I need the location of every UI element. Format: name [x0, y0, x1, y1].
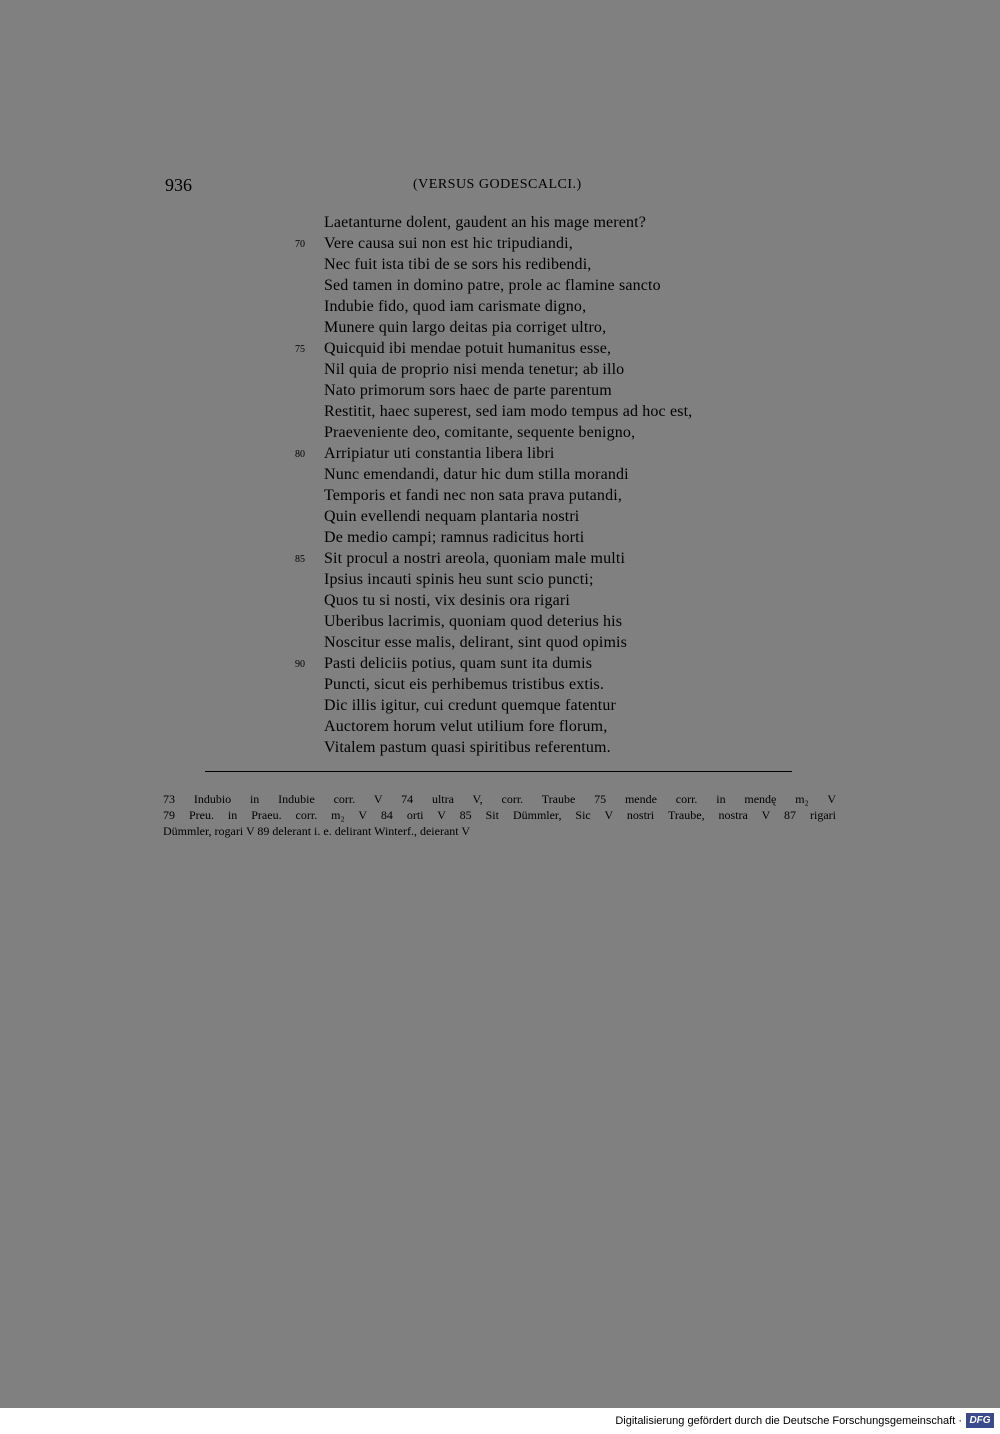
- verse-line: [0, 695, 1000, 716]
- verse-text: Noscitur esse malis, delirant, sint quod opimis: [324, 634, 628, 651]
- footnote-rule: [205, 771, 792, 772]
- footer-credit: Digitalisierung gefördert durch die Deutsche Forschungsgemeinschaft ·: [615, 1415, 962, 1427]
- verse-line: [0, 338, 1000, 359]
- verse-text: Puncti, sicut eis perhibemus tristibus extis.: [324, 676, 605, 693]
- verse-line: [0, 611, 1000, 632]
- verse-line: [0, 254, 1000, 275]
- verse-text: Uberibus lacrimis, quoniam quod deterius his: [324, 613, 623, 630]
- verse-text: Praeveniente deo, comitante, sequente benigno,: [324, 424, 636, 441]
- verse-line: [0, 527, 1000, 548]
- verse-text: Restitit, haec superest, sed iam modo tempus ad hoc est,: [324, 403, 693, 420]
- verse-line: [0, 233, 1000, 254]
- verse-text: Quicquid ibi mendae potuit humanitus esse,: [324, 340, 612, 357]
- verse-line: [0, 464, 1000, 485]
- verse-line: [0, 548, 1000, 569]
- verse-text: De medio campi; ramnus radicitus horti: [324, 529, 585, 546]
- verse-line: [0, 674, 1000, 695]
- verse-text: Pasti deliciis potius, quam sunt ita dumis: [324, 655, 593, 672]
- verse-text: Quos tu si nosti, vix desinis ora rigari: [324, 592, 570, 609]
- verse-text: Nec fuit ista tibi de se sors his redibendi,: [324, 256, 592, 273]
- verse-text: Auctorem horum velut utilium fore florum,: [324, 718, 608, 735]
- verse-block: [0, 212, 1000, 758]
- verse-text: Sed tamen in domino patre, prole ac flamine sancto: [324, 277, 661, 294]
- verse-line: [0, 506, 1000, 527]
- verse-line: [0, 422, 1000, 443]
- footnotes: [163, 791, 836, 839]
- verse-line: [0, 380, 1000, 401]
- line-number: 85: [295, 554, 305, 565]
- verse-line: [0, 401, 1000, 422]
- verse-line: [0, 443, 1000, 464]
- verse-text: Quin evellendi nequam plantaria nostri: [324, 508, 580, 525]
- verse-line: [0, 359, 1000, 380]
- verse-line: [0, 590, 1000, 611]
- verse-line: [0, 485, 1000, 506]
- verse-text: Munere quin largo deitas pia corriget ultro,: [324, 319, 607, 336]
- verse-text: Laetanturne dolent, gaudent an his mage merent?: [324, 214, 647, 231]
- verse-text: Indubie fido, quod iam carismate digno,: [324, 298, 587, 315]
- line-number: 70: [295, 239, 305, 250]
- verse-line: [0, 212, 1000, 233]
- verse-line: [0, 632, 1000, 653]
- verse-text: Nunc emendandi, datur hic dum stilla morandi: [324, 466, 629, 483]
- verse-line: [0, 296, 1000, 317]
- dfg-logo: DFG: [966, 1413, 994, 1428]
- verse-text: Vitalem pastum quasi spiritibus referentum.: [324, 739, 611, 756]
- running-head: (VERSUS GODESCALCI.): [413, 177, 582, 192]
- verse-text: Arripiatur uti constantia libera libri: [324, 445, 555, 462]
- footnote-line: Dümmler, rogari V 89 delerant i. e. delirant Winterf., deierant V: [163, 824, 471, 838]
- verse-text: Nato primorum sors haec de parte parentum: [324, 382, 612, 399]
- page-number: 936: [165, 175, 192, 195]
- verse-line: [0, 569, 1000, 590]
- footer-bar: [0, 1408, 1000, 1434]
- line-number: 90: [295, 659, 305, 670]
- verse-text: Dic illis igitur, cui credunt quemque fatentur: [324, 697, 616, 714]
- verse-text: Vere causa sui non est hic tripudiandi,: [324, 235, 573, 252]
- footnote-line: 79 Preu. in Praeu. corr. m₂ V 84 orti V 85 Sit Dümmler, Sic V nostri Traube, nostra V 87 rigari: [163, 808, 836, 822]
- footnote-line: 73 Indubio in Indubie corr. V 74 ultra V, corr. Traube 75 mende corr. in mendę m₂ V: [163, 792, 836, 806]
- verse-text: Ipsius incauti spinis heu sunt scio puncti;: [324, 571, 594, 588]
- verse-line: [0, 275, 1000, 296]
- line-number: 75: [295, 344, 305, 355]
- verse-line: [0, 737, 1000, 758]
- verse-line: [0, 716, 1000, 737]
- verse-line: [0, 317, 1000, 338]
- verse-line: [0, 653, 1000, 674]
- line-number: 80: [295, 449, 305, 460]
- verse-text: Sit procul a nostri areola, quoniam male multi: [324, 550, 626, 567]
- verse-text: Nil quia de proprio nisi menda tenetur; ab illo: [324, 361, 625, 378]
- verse-text: Temporis et fandi nec non sata prava putandi,: [324, 487, 622, 504]
